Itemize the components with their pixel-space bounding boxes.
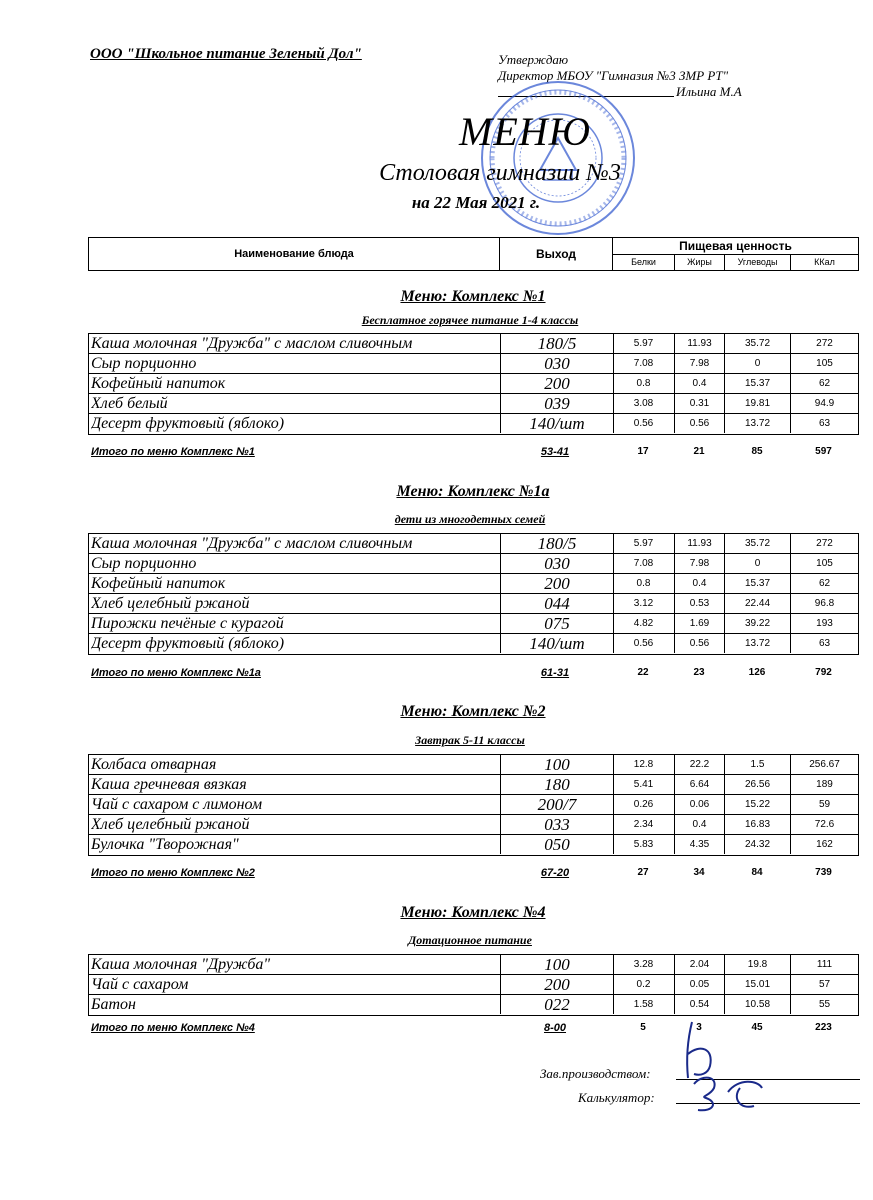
total-price: 8-00 [543,1022,567,1034]
table-row [89,594,858,614]
total-row [88,867,859,881]
dish-name: Десерт фруктовый (яблоко) [91,635,285,652]
dish-kcal: 105 [816,558,833,569]
total-value: 223 [815,1022,832,1033]
total-label: Итого по меню Комплекс №1 [91,446,255,458]
page-title: МЕНЮ [459,109,591,154]
dish-carbs: 35.72 [725,534,791,553]
dish-fat: 0.05 [675,975,725,994]
dish-yield: 180 [500,775,614,794]
table-row [89,374,858,394]
total-value: 22 [637,667,649,678]
dish-yield: 100 [500,955,614,974]
dish-name: Десерт фруктовый (яблоко) [91,415,285,432]
table-row [89,955,858,975]
total-value: 17 [637,446,649,457]
dish-name: Пирожки печёные с курагой [91,615,284,632]
dish-fat: 0.56 [675,414,725,433]
total-value: 45 [751,1022,763,1033]
dish-fat: 0.54 [675,995,725,1014]
table-row [89,634,858,654]
menu-date: на 22 Мая 2021 г. [411,193,541,212]
dish-protein: 0.8 [613,574,675,593]
dish-carbs: 19.81 [725,394,791,413]
table-row [89,975,858,995]
dish-kcal: 96.8 [814,598,835,609]
table-row [89,354,858,374]
approval-line: Утверждаю [498,52,569,67]
dish-kcal: 94.9 [814,398,835,409]
dish-name: Сыр порционно [91,555,197,572]
dish-carbs: 35.72 [725,334,791,353]
dish-yield: 050 [500,835,614,854]
table-row [89,614,858,634]
dish-fat: 7.98 [675,554,725,573]
dish-kcal: 272 [816,538,833,549]
dish-carbs: 26.56 [725,775,791,794]
dish-kcal: 62 [818,578,831,589]
section-title: Меню: Комплекс №2 [400,703,546,720]
dish-kcal: 111 [816,959,833,970]
dish-protein: 3.12 [613,594,675,613]
dish-yield: 180/5 [500,334,614,353]
table-row [89,775,858,795]
dish-name: Хлеб целебный ржаной [91,816,250,833]
dish-fat: 6.64 [675,775,725,794]
header-nutrition: Пищевая ценность [613,238,858,255]
dish-kcal: 59 [818,799,831,810]
header-dish: Наименование блюда [89,238,500,270]
total-value: 21 [693,446,705,457]
dish-carbs: 19.8 [725,955,791,974]
dish-carbs: 22.44 [725,594,791,613]
section-subtitle: Бесплатное горячее питание 1-4 классы [361,313,579,327]
dish-name: Каша молочная "Дружба" [91,956,271,973]
dish-name: Хлеб белый [91,395,168,412]
organization-name: ООО "Школьное питание Зеленый Дол" [90,46,362,62]
dish-kcal: 256.67 [809,759,840,770]
total-value: 3 [696,1022,702,1033]
dish-carbs: 39.22 [725,614,791,633]
total-price: 67-20 [540,867,570,879]
dish-fat: 11.93 [675,534,725,553]
dish-yield: 044 [500,594,614,613]
total-value: 597 [815,446,832,457]
dish-carbs: 0 [725,554,791,573]
dish-name: Батон [91,996,136,1013]
dish-carbs: 13.72 [725,414,791,433]
dish-yield: 200 [500,574,614,593]
dish-name: Каша молочная "Дружба" с маслом сливочным [91,335,413,352]
total-value: 126 [748,667,766,678]
table-row [89,534,858,554]
dish-name: Кофейный напиток [91,575,226,592]
table-row [89,414,858,434]
header-yield: Выход [500,238,613,270]
dish-yield: 033 [500,815,614,834]
approval-name: Ильина М.А [676,84,742,99]
total-value: 85 [751,446,763,457]
dish-protein: 3.28 [613,955,675,974]
header-kcal: ККал [814,257,835,267]
dish-protein: 0.56 [613,634,675,653]
dish-name: Каша молочная "Дружба" с маслом сливочным [91,535,413,552]
dish-protein: 7.08 [613,554,675,573]
approval-director: Директор МБОУ "Гимназия №3 ЗМР РТ" [498,68,729,83]
section-subtitle: Завтрак 5-11 классы [415,733,525,747]
table-row [89,554,858,574]
dish-protein: 0.26 [613,795,675,814]
dish-protein: 0.8 [613,374,675,393]
dish-kcal: 72.6 [814,819,835,830]
total-row [88,1022,859,1036]
dish-yield: 075 [500,614,614,633]
dish-kcal: 57 [818,979,831,990]
total-value: 34 [693,867,705,878]
dish-yield: 022 [500,995,614,1014]
dish-fat: 2.04 [675,955,725,974]
dish-carbs: 16.83 [725,815,791,834]
dish-yield: 140/шт [500,634,614,653]
header-fat: Жиры [675,255,725,270]
dish-yield: 100 [500,755,614,774]
dish-protein: 7.08 [613,354,675,373]
dish-protein: 5.41 [613,775,675,794]
total-row [88,667,859,681]
table-row [89,574,858,594]
dish-fat: 0.06 [675,795,725,814]
dish-carbs: 15.37 [725,574,791,593]
dish-kcal: 272 [816,338,833,349]
dish-fat: 0.4 [675,815,725,834]
dish-kcal: 55 [818,999,831,1010]
total-label: Итого по меню Комплекс №4 [91,1022,255,1034]
dish-carbs: 13.72 [725,634,791,653]
dish-fat: 0.4 [675,574,725,593]
dish-kcal: 162 [816,839,833,850]
dish-protein: 5.97 [613,334,675,353]
dish-yield: 140/шт [500,414,614,433]
dish-yield: 200/7 [500,795,614,814]
dish-yield: 200 [500,975,614,994]
section-subtitle: Дотационное питание [408,933,532,947]
total-price: 61-31 [540,667,570,679]
dish-protein: 3.08 [613,394,675,413]
total-value: 739 [815,867,832,878]
dish-yield: 180/5 [500,534,614,553]
table-row [89,795,858,815]
total-row [88,446,859,460]
dish-carbs: 0 [725,354,791,373]
total-value: 23 [693,667,705,678]
dish-protein: 0.56 [613,414,675,433]
dish-yield: 039 [500,394,614,413]
menu-table [88,533,859,655]
dish-name: Каша гречневая вязкая [91,776,247,793]
dish-fat: 11.93 [675,334,725,353]
dish-kcal: 63 [818,638,831,649]
dish-name: Чай с сахаром [91,976,189,993]
table-row [89,755,858,775]
table-header [88,237,859,271]
dish-carbs: 15.22 [725,795,791,814]
dish-carbs: 15.01 [725,975,791,994]
dish-fat: 0.53 [675,594,725,613]
dish-name: Хлеб целебный ржаной [91,595,250,612]
dish-protein: 12.8 [613,755,675,774]
dish-protein: 2.34 [613,815,675,834]
menu-table [88,954,859,1016]
total-value: 84 [751,867,763,878]
production-manager-label: Зав.производством: [540,1066,651,1081]
dish-carbs: 24.32 [725,835,791,854]
signature-calculator [688,1070,778,1114]
stamp-seal [478,78,638,238]
dish-fat: 0.4 [675,374,725,393]
total-value: 5 [640,1022,646,1033]
section-subtitle: дети из многодетных семей [394,512,546,526]
dish-protein: 1.58 [613,995,675,1014]
dish-fat: 7.98 [675,354,725,373]
dish-protein: 0.2 [613,975,675,994]
dish-name: Булочка "Творожная" [91,836,239,853]
dish-fat: 0.56 [675,634,725,653]
table-row [89,815,858,835]
table-row [89,394,858,414]
calculator-label: Калькулятор: [578,1090,655,1105]
menu-table [88,333,859,435]
total-label: Итого по меню Комплекс №1а [91,667,261,679]
menu-table [88,754,859,856]
dish-protein: 4.82 [613,614,675,633]
dish-protein: 5.97 [613,534,675,553]
table-row [89,835,858,855]
table-row [89,995,858,1015]
dish-protein: 5.83 [613,835,675,854]
dish-yield: 030 [500,354,614,373]
dish-fat: 1.69 [675,614,725,633]
dish-kcal: 105 [816,358,833,369]
total-label: Итого по меню Комплекс №2 [91,867,255,879]
dish-carbs: 10.58 [725,995,791,1014]
dish-yield: 200 [500,374,614,393]
section-title: Меню: Комплекс №4 [400,904,546,921]
dish-name: Кофейный напиток [91,375,226,392]
dish-kcal: 189 [816,779,833,790]
total-value: 27 [637,867,649,878]
dish-name: Чай с сахаром с лимоном [91,796,263,813]
dish-yield: 030 [500,554,614,573]
dish-fat: 22.2 [675,755,725,774]
dish-name: Сыр порционно [91,355,197,372]
header-carbs: Углеводы [725,255,791,270]
section-title: Меню: Комплекс №1 [400,288,546,305]
section-title: Меню: Комплекс №1а [396,483,550,500]
dish-name: Колбаса отварная [91,756,217,773]
dish-fat: 0.31 [675,394,725,413]
dish-kcal: 193 [816,618,833,629]
dish-carbs: 15.37 [725,374,791,393]
total-value: 792 [815,667,832,678]
dish-fat: 4.35 [675,835,725,854]
dish-kcal: 62 [818,378,831,389]
total-price: 53-41 [540,446,570,458]
dish-carbs: 1.5 [725,755,791,774]
dish-kcal: 63 [818,418,831,429]
page-subtitle: Столовая гимназии №3 [379,160,621,186]
header-protein: Белки [613,255,675,270]
table-row [89,334,858,354]
